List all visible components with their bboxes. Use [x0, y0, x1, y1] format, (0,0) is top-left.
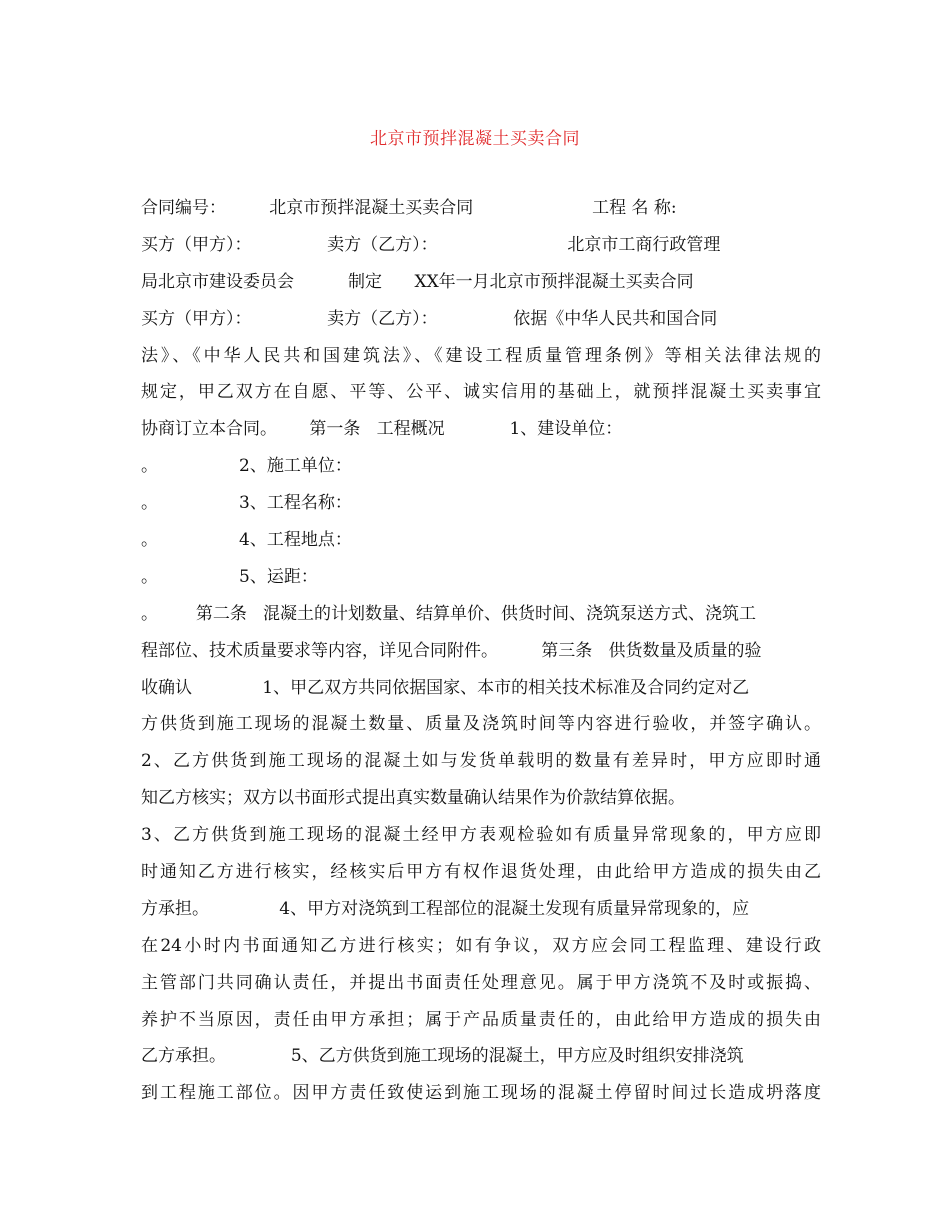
document-title: 北京市预拌混凝土买卖合同: [370, 129, 580, 149]
body-line: 。 4、工程地点：: [141, 530, 352, 551]
body-line: 。 第二条 混凝土的计划数量、结算单价、供货时间、浇筑泵送方式、浇筑工: [141, 603, 757, 624]
body-line: 合同编号： 北京市预拌混凝土买卖合同 工程 名 称:: [141, 198, 677, 218]
body-line: 收确认 1、甲乙双方共同依据国家、本市的相关技术标准及合同约定对乙: [141, 677, 750, 698]
body-line: 乙方承担。 5、乙方供货到施工现场的混凝土，甲方应及时组织安排浇筑: [141, 1046, 744, 1067]
body-line: 。 5、运距：: [141, 566, 318, 587]
body-line: 。 3、工程名称：: [141, 493, 352, 514]
body-line: 规定，甲乙双方在自愿、平等、公平、诚实信用的基础上，就预拌混凝土买卖事宜: [141, 382, 821, 403]
body-line: 程部位、技术质量要求等内容，详见合同附件。 第三条 供货数量及质量的验: [141, 640, 762, 661]
body-line: 到工程施工部位。因甲方责任致使运到施工现场的混凝土停留时间过长造成坍落度: [141, 1083, 821, 1104]
body-line: 养护不当原因，责任由甲方承担；属于产品质量责任的，由此给甲方造成的损失由: [141, 1009, 821, 1030]
body-line: 知乙方核实；双方以书面形式提出真实数量确认结果作为价款结算依据。: [141, 788, 685, 809]
body-line: 。 2、施工单位：: [141, 456, 352, 477]
document-body: [141, 194, 821, 1116]
body-line: 主管部门共同确认责任，并提出书面责任处理意见。属于甲方浇筑不及时或振捣、: [141, 972, 821, 993]
body-line: 局北京市建设委员会 制定 XX年一月北京市预拌混凝土买卖合同: [141, 271, 694, 292]
body-line: 方承担。 4、甲方对浇筑到工程部位的混凝土发现有质量异常现象的，应: [141, 898, 750, 919]
body-line: 买方（甲方）： 卖方（乙方）： 依据《中华人民共和国合同: [141, 308, 718, 329]
body-line: 2、乙方供货到施工现场的混凝土如与发货单载明的数量有差异时，甲方应即时通: [141, 751, 821, 772]
body-line: 时通知乙方进行核实，经核实后甲方有权作退货处理，由此给甲方造成的损失由乙: [141, 862, 821, 883]
body-line: 在24小时内书面通知乙方进行核实；如有争议，双方应会同工程监理、建设行政: [141, 935, 821, 956]
body-line: 方供货到施工现场的混凝土数量、质量及浇筑时间等内容进行验收，并签字确认。: [141, 714, 821, 735]
body-line: 法》、《中华人民共和国建筑法》、《建设工程质量管理条例》等相关法律法规的: [141, 345, 821, 366]
body-line: 买方（甲方）： 卖方（乙方）： 北京市工商行政管理: [141, 234, 721, 255]
body-line: 协商订立本合同。 第一条 工程概况 1、建设单位：: [141, 419, 623, 440]
body-line: 3、乙方供货到施工现场的混凝土经甲方表观检验如有质量异常现象的，甲方应即: [141, 825, 821, 846]
